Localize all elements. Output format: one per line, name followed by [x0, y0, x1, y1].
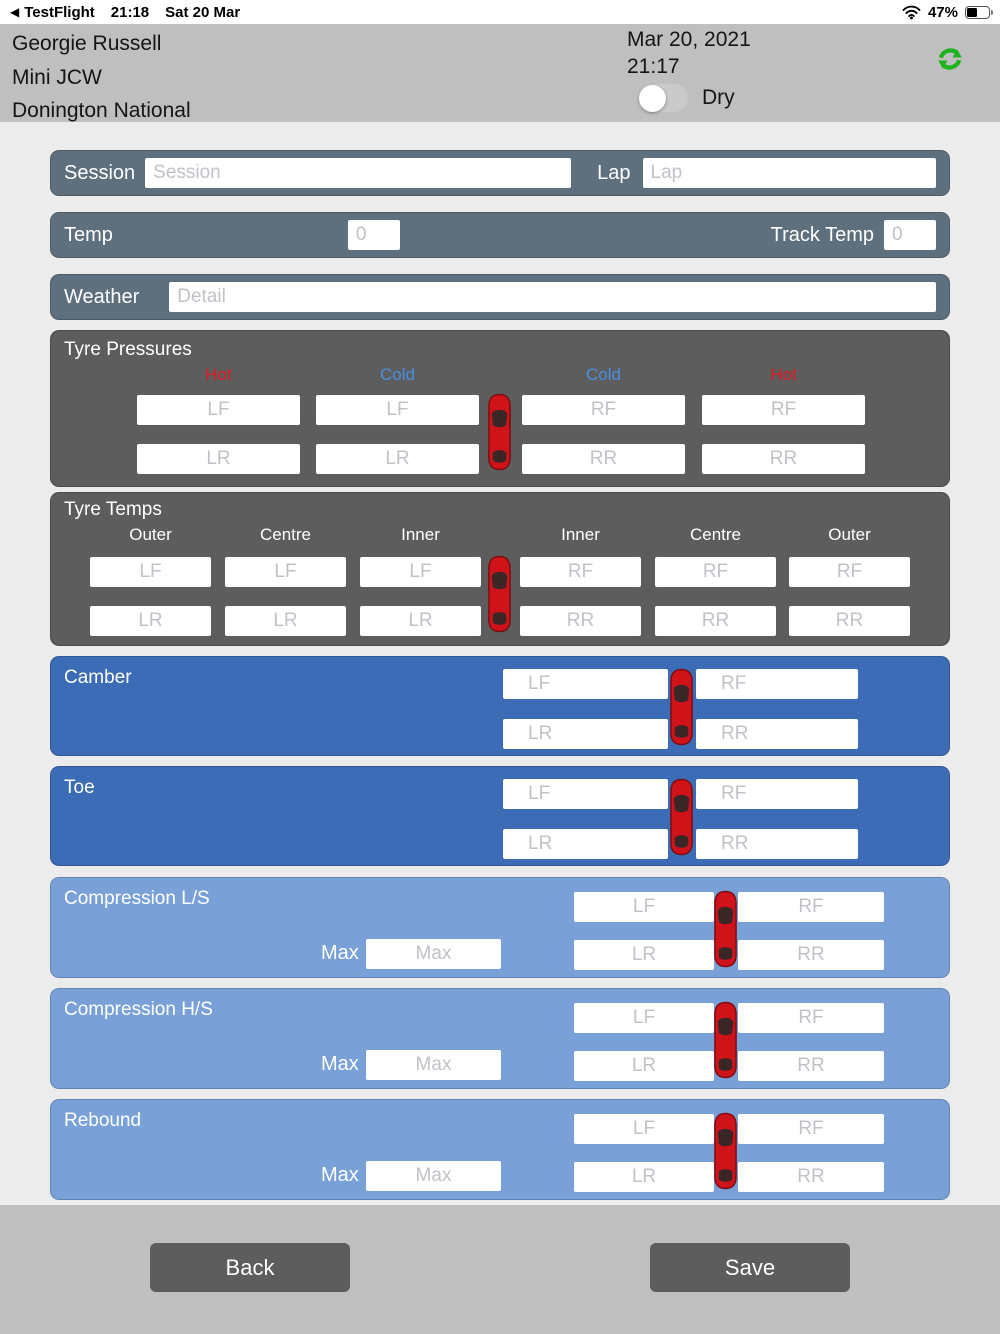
event-date: Mar 20, 2021: [627, 28, 751, 51]
column-header-inner-left: Inner: [401, 525, 440, 544]
temp-inner-lf-input[interactable]: [360, 557, 481, 587]
column-header-hot-left: Hot: [205, 365, 232, 384]
session-label: Session: [64, 161, 136, 184]
car-top-view-icon: [713, 1112, 738, 1190]
save-button[interactable]: Save: [650, 1243, 850, 1292]
toe-lf-input[interactable]: [503, 779, 668, 809]
toe-panel: [50, 766, 950, 866]
compression-ls-lf-input[interactable]: [574, 892, 714, 922]
temp-panel: [50, 212, 950, 258]
temp-centre-rf-input[interactable]: [655, 557, 776, 587]
car-top-view-icon: [713, 1001, 738, 1079]
temp-centre-rr-input[interactable]: [655, 606, 776, 636]
driver-name: Georgie Russell: [12, 32, 162, 55]
toe-rf-input[interactable]: [696, 779, 858, 809]
status-time: 21:18: [110, 3, 150, 21]
back-app-label: TestFlight: [24, 3, 95, 21]
car-top-view-icon: [713, 890, 738, 968]
toe-rr-input[interactable]: [696, 829, 858, 859]
bottom-bar: [0, 1205, 1000, 1334]
pressure-hot-rf-input[interactable]: [702, 395, 865, 425]
column-header-centre-left: Centre: [259, 525, 312, 544]
compression-ls-title: Compression L/S: [64, 888, 210, 909]
battery-icon: [965, 6, 990, 19]
compression-hs-rr-input[interactable]: [738, 1051, 884, 1081]
rebound-max-input[interactable]: [366, 1161, 501, 1191]
lap-label: Lap: [597, 161, 631, 184]
session-panel: [50, 150, 950, 196]
column-header-inner-right: Inner: [561, 525, 600, 544]
tyre-temps-panel: [50, 492, 950, 646]
car-name: Mini JCW: [12, 65, 102, 89]
wifi-icon: [902, 5, 921, 20]
compression-hs-max-label: Max: [321, 1053, 359, 1075]
compression-ls-rr-input[interactable]: [738, 940, 884, 970]
back-triangle-icon: ◀: [10, 5, 20, 19]
temp-label: Temp: [64, 223, 113, 246]
camber-title: Camber: [64, 667, 132, 688]
status-date: Sat 20 Mar: [165, 3, 241, 21]
column-header-outer-left: Outer: [129, 525, 172, 544]
car-top-view-icon: [487, 553, 512, 635]
temp-outer-rr-input[interactable]: [789, 606, 910, 636]
temp-centre-lf-input[interactable]: [225, 557, 346, 587]
compression-hs-rf-input[interactable]: [738, 1003, 884, 1033]
condition-label: Dry: [702, 86, 735, 109]
session-input[interactable]: [145, 158, 571, 188]
temp-inner-rr-input[interactable]: [520, 606, 641, 636]
compression-hs-title: Compression H/S: [64, 999, 213, 1020]
track-temp-input[interactable]: [884, 220, 936, 250]
camber-rf-input[interactable]: [696, 669, 858, 699]
status-bar: [0, 0, 1000, 24]
rebound-rr-input[interactable]: [738, 1162, 884, 1192]
toe-lr-input[interactable]: [503, 829, 668, 859]
compression-ls-max-label: Max: [321, 942, 359, 964]
car-top-view-icon: [669, 667, 694, 747]
temp-input[interactable]: [348, 220, 400, 250]
compression-ls-rf-input[interactable]: [738, 892, 884, 922]
rebound-rf-input[interactable]: [738, 1114, 884, 1144]
column-header-cold-right: Cold: [586, 365, 621, 384]
column-header-hot-right: Hot: [770, 365, 797, 384]
pressure-cold-rf-input[interactable]: [522, 395, 685, 425]
header: [0, 24, 1000, 122]
camber-rr-input[interactable]: [696, 719, 858, 749]
rebound-title: Rebound: [64, 1110, 142, 1131]
camber-lr-input[interactable]: [503, 719, 668, 749]
tyre-temps-title: Tyre Temps: [64, 499, 162, 520]
temp-centre-lr-input[interactable]: [225, 606, 346, 636]
rebound-lf-input[interactable]: [574, 1114, 714, 1144]
compression-ls-panel: [50, 877, 950, 978]
compression-hs-lf-input[interactable]: [574, 1003, 714, 1033]
column-header-cold-left: Cold: [380, 365, 415, 384]
lap-input[interactable]: [643, 158, 936, 188]
condition-toggle[interactable]: [638, 84, 688, 112]
tyre-pressures-title: Tyre Pressures: [64, 339, 192, 360]
compression-ls-lr-input[interactable]: [574, 940, 714, 970]
toe-title: Toe: [64, 777, 95, 798]
event-time: 21:17: [627, 55, 680, 78]
battery-percent: 47%: [927, 3, 958, 21]
temp-outer-lr-input[interactable]: [90, 606, 211, 636]
column-header-outer-right: Outer: [828, 525, 871, 544]
back-to-app-button[interactable]: [10, 4, 95, 21]
pressure-hot-lf-input[interactable]: [137, 395, 300, 425]
pressure-cold-rr-input[interactable]: [522, 444, 685, 474]
car-top-view-icon: [487, 391, 512, 473]
compression-hs-panel: [50, 988, 950, 1089]
compression-hs-lr-input[interactable]: [574, 1051, 714, 1081]
toggle-knob: [639, 85, 666, 112]
compression-hs-max-input[interactable]: [366, 1050, 501, 1080]
weather-detail-input[interactable]: [169, 282, 936, 312]
column-header-centre-right: Centre: [689, 525, 742, 544]
pressure-cold-lf-input[interactable]: [316, 395, 479, 425]
temp-inner-lr-input[interactable]: [360, 606, 481, 636]
rebound-lr-input[interactable]: [574, 1162, 714, 1192]
setup-form: [0, 122, 1000, 1200]
refresh-icon[interactable]: [935, 44, 965, 74]
tyre-pressures-panel: [50, 330, 950, 487]
car-top-view-icon: [669, 777, 694, 857]
pressure-hot-rr-input[interactable]: [702, 444, 865, 474]
temp-outer-rf-input[interactable]: [789, 557, 910, 587]
temp-inner-rf-input[interactable]: [520, 557, 641, 587]
temp-outer-lf-input[interactable]: [90, 557, 211, 587]
pressure-hot-lr-input[interactable]: [137, 444, 300, 474]
weather-label: Weather: [64, 285, 140, 308]
compression-ls-max-input[interactable]: [366, 939, 501, 969]
circuit-name: Donington National: [12, 99, 191, 122]
camber-lf-input[interactable]: [503, 669, 668, 699]
pressure-cold-lr-input[interactable]: [316, 444, 479, 474]
rebound-panel: [50, 1099, 950, 1200]
track-temp-label: Track Temp: [770, 223, 874, 246]
camber-panel: [50, 656, 950, 756]
rebound-max-label: Max: [321, 1164, 359, 1186]
back-button[interactable]: Back: [150, 1243, 350, 1292]
weather-panel: [50, 274, 950, 320]
